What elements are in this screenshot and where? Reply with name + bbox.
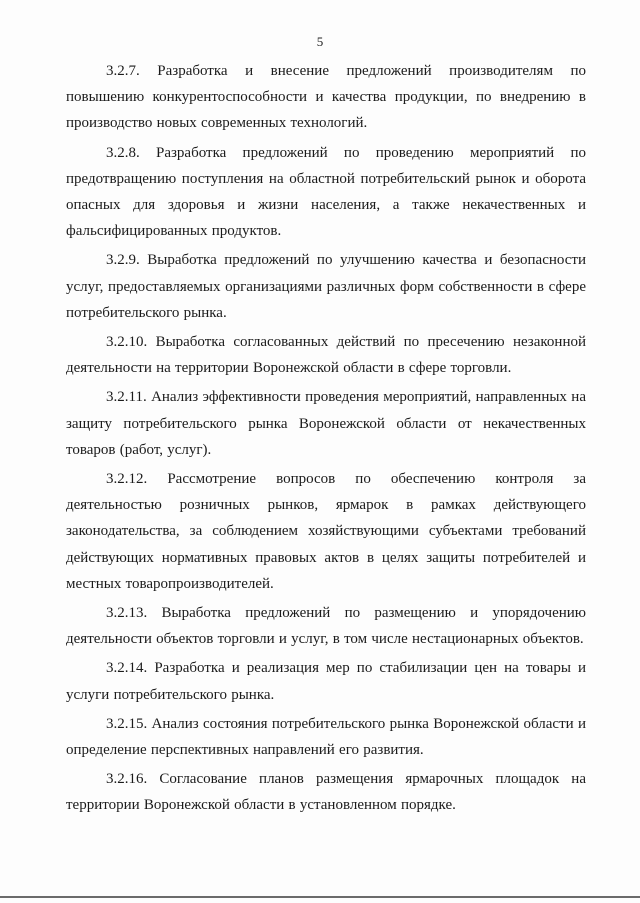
- paragraph-3-2-7: 3.2.7. Разработка и внесение предложений производителям по повышению конкурентоспособности и качества продукции, по внедрению в производство новых современных технологий.: [66, 63, 586, 132]
- paragraph-3-2-14: 3.2.14. Разработка и реализация мер по стабилизации цен на товары и услуги потребительского рынка.: [66, 660, 586, 703]
- paragraph-3-2-13: 3.2.13. Выработка предложений по размещению и упорядочению деятельности объектов торговли и услуг, в том числе нестационарных объектов.: [66, 605, 586, 648]
- paragraph-3-2-9: 3.2.9. Выработка предложений по улучшению качества и безопасности услуг, предоставляемых организациями различных форм собственности в сфере потребительского рынка.: [66, 252, 586, 321]
- paragraph-3-2-12: 3.2.12. Рассмотрение вопросов по обеспечению контроля за деятельностью розничных рынков, ярмарок в рамках действующего законодательства, за соблюдением хозяйствующими субъектами требований действующих нормативных правовых актов в целях защиты потребителей и местных товаропроизводителей.: [66, 471, 586, 592]
- document-body: [66, 58, 586, 819]
- paragraph-3-2-15: 3.2.15. Анализ состояния потребительского рынка Воронежской области и определение перспективных направлений его развития.: [66, 715, 586, 759]
- paragraph-3-2-16: 3.2.16. Согласование планов размещения ярмарочных площадок на территории Воронежской области в установленном порядке.: [66, 771, 586, 814]
- paragraph-3-2-10: 3.2.10. Выработка согласованных действий по пресечению незаконной деятельности на территории Воронежской области в сфере торговли.: [66, 334, 586, 377]
- page-bottom-edge: [0, 896, 640, 898]
- paragraph-3-2-8: 3.2.8. Разработка предложений по проведению мероприятий по предотвращению поступления на областной потребительский рынок и оборота опасных для здоровья и жизни населения, а также некачественных и фальсифицированных продуктов.: [66, 144, 586, 240]
- paragraph-3-2-11: 3.2.11. Анализ эффективности проведения мероприятий, направленных на защиту потребительского рынка Воронежской области от некачественных товаров (работ, услуг).: [66, 389, 586, 458]
- page-number: 5: [316, 34, 324, 49]
